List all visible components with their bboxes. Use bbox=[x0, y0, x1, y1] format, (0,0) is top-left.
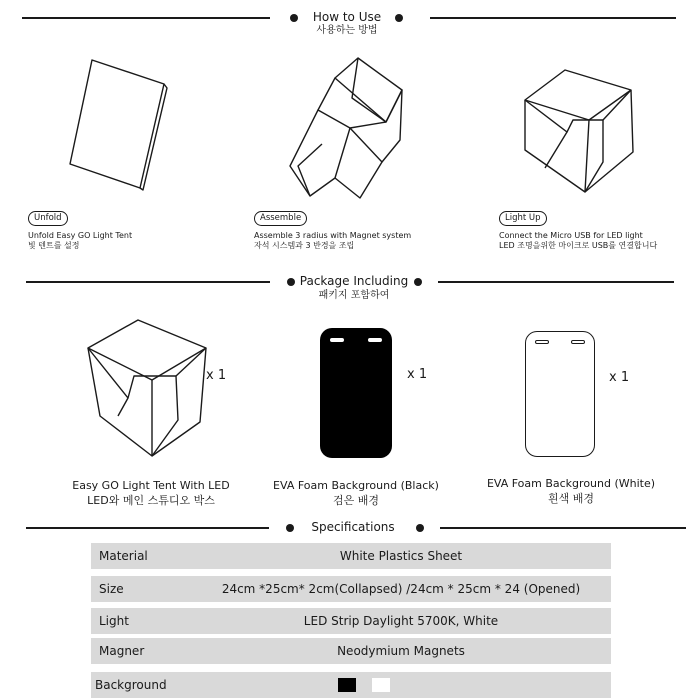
spec-row-size bbox=[91, 576, 611, 602]
step-pill-unfold: Unfold bbox=[28, 211, 68, 226]
how-to-use-rule-left bbox=[22, 17, 270, 19]
black-foam-label-en: EVA Foam Background (Black) bbox=[273, 479, 439, 492]
spec-row-background bbox=[91, 672, 611, 698]
specs-bullet-right bbox=[416, 524, 424, 532]
board-hole-left bbox=[330, 338, 344, 342]
how-to-use-bullet-right bbox=[395, 14, 403, 22]
step-text-unfold-ko: 빛 텐트를 설정 bbox=[28, 241, 80, 250]
specs-title: Specifications bbox=[311, 520, 395, 534]
spec-row-material bbox=[91, 543, 611, 569]
how-to-use-title: How to Use bbox=[312, 10, 382, 24]
black-foam-qty: x 1 bbox=[407, 367, 428, 382]
package-bullet-left bbox=[287, 278, 295, 286]
light-tent-label-en: Easy GO Light Tent With LED bbox=[72, 479, 230, 492]
specs-rule-right bbox=[440, 527, 686, 529]
spec-row-light bbox=[91, 608, 611, 634]
step-pill-assemble: Assemble bbox=[254, 211, 307, 226]
spec-value: White Plastics Sheet bbox=[339, 549, 463, 563]
black-foam-board bbox=[320, 328, 392, 458]
black-foam-label-ko: 검은 배경 bbox=[332, 494, 379, 507]
step-pill-light-up: Light Up bbox=[499, 211, 547, 226]
step-text-assemble-ko: 자석 시스템과 3 반경을 조립 bbox=[254, 241, 355, 250]
spec-value: Neodymium Magnets bbox=[337, 644, 465, 658]
how-to-use-rule-right bbox=[430, 17, 676, 19]
package-rule-left bbox=[26, 281, 270, 283]
package-bullet-right bbox=[414, 278, 422, 286]
step-text-assemble-en: Assemble 3 radius with Magnet system bbox=[254, 231, 412, 240]
board-hole-right bbox=[368, 338, 382, 342]
spec-label: Magner bbox=[99, 644, 145, 658]
light-tent-qty: x 1 bbox=[206, 368, 227, 383]
spec-row-magnet bbox=[91, 638, 611, 664]
step-text-light-up-ko: LED 조명을위한 마이크로 USB를 연결합니다 bbox=[499, 241, 658, 250]
white-foam-qty: x 1 bbox=[609, 370, 630, 385]
spec-value: LED Strip Daylight 5700K, White bbox=[303, 614, 499, 628]
unfold-illustration bbox=[70, 60, 170, 190]
package-subtitle: 패키지 포함하여 bbox=[318, 290, 390, 301]
white-swatch bbox=[372, 678, 390, 692]
spec-value: 24cm *25cm* 2cm(Collapsed) /24cm * 25cm * 24 (Opened) bbox=[221, 582, 581, 596]
step-text-light-up-en: Connect the Micro USB for LED light bbox=[499, 231, 643, 240]
spec-label: Size bbox=[99, 582, 124, 596]
light-tent-illustration bbox=[88, 320, 208, 460]
white-foam-board bbox=[525, 331, 595, 457]
white-foam-label-ko: 흰색 배경 bbox=[547, 492, 594, 505]
spec-label: Material bbox=[99, 549, 148, 563]
light-up-illustration bbox=[525, 70, 635, 195]
specs-rule-left bbox=[26, 527, 269, 529]
package-title: Package Including bbox=[299, 274, 409, 288]
black-swatch bbox=[338, 678, 356, 692]
white-foam-label-en: EVA Foam Background (White) bbox=[486, 477, 656, 490]
package-rule-right bbox=[438, 281, 674, 283]
assemble-illustration bbox=[290, 58, 410, 198]
spec-label: Background bbox=[95, 678, 167, 692]
board-hole-right bbox=[571, 340, 585, 344]
how-to-use-subtitle: 사용하는 방법 bbox=[316, 25, 378, 36]
board-hole-left bbox=[535, 340, 549, 344]
step-text-unfold-en: Unfold Easy GO Light Tent bbox=[28, 231, 133, 240]
spec-label: Light bbox=[99, 614, 129, 628]
light-tent-label-ko: LED와 메인 스튜디오 박스 bbox=[87, 494, 215, 507]
specs-bullet-left bbox=[286, 524, 294, 532]
